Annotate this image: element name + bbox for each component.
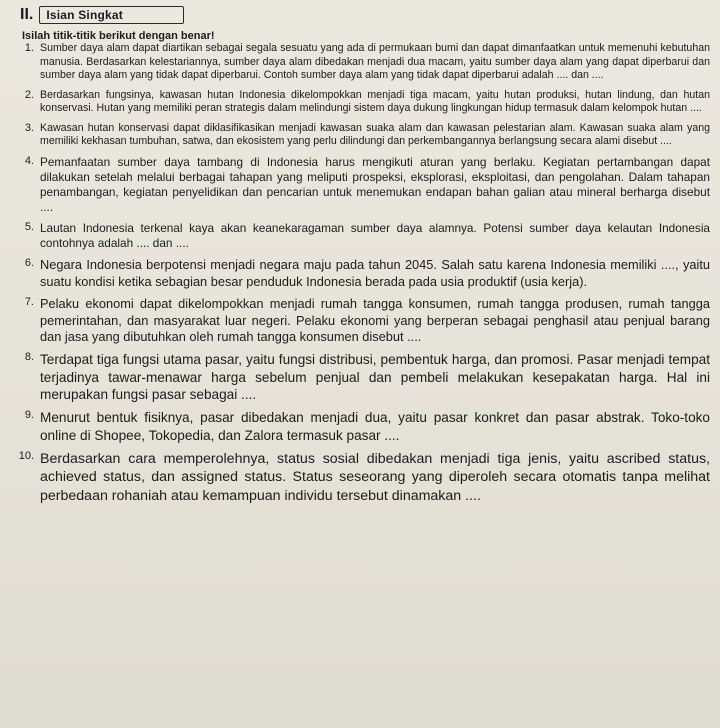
section-header [20, 6, 184, 24]
question-text: Lautan Indonesia terkenal kaya akan keanekaragaman sumber daya alamnya. Potensi sumber daya kelautan Indonesia contohnya adalah .... dan .... [40, 221, 710, 251]
question-item-1 [12, 42, 710, 83]
question-item-9 [12, 409, 710, 444]
question-text: Menurut bentuk fisiknya, pasar dibedakan menjadi dua, yaitu pasar konkret dan pasar abstrak. Toko-toko online di Shopee, Tokopedia, dan Zalora termasuk pasar .... [40, 410, 710, 443]
question-number: 10. [18, 450, 34, 463]
question-text: Sumber daya alam dapat diartikan sebagai segala sesuatu yang ada di permukaan bumi dan dapat dimanfaatkan untuk memenuhi kebutuhan manusia. Berdasarkan kelestariannya, sumber daya alam dibedakan menjadi dua macam, yaitu sumber daya alam yang dapat diperbarui dan sumber daya alam yang tidak dapat diperbarui. Contoh sumber daya alam yang tidak dapat diperbarui adalah .... dan .... [40, 42, 710, 82]
question-item-7 [12, 296, 710, 345]
question-text: Pelaku ekonomi dapat dikelompokkan menjadi rumah tangga konsumen, rumah tangga produsen, rumah tangga pemerintahan, dan masyarakat luar negeri. Pelaku ekonomi yang berperan sebagai penghasil atau penjual barang dan jasa yang dibutuhkan oleh rumah tangga konsumen disebut .... [40, 296, 710, 344]
question-item-4 [12, 155, 710, 215]
question-item-2 [12, 89, 710, 116]
question-number: 8. [24, 351, 34, 364]
section-title-box: Isian Singkat [39, 6, 184, 24]
question-number: 9. [24, 409, 34, 422]
question-number: 4. [24, 154, 34, 167]
question-item-8 [12, 351, 710, 403]
question-number: 3. [24, 121, 34, 134]
question-text: Berdasarkan cara memperolehnya, status sosial dibedakan menjadi tiga jenis, yaitu ascribed status, achieved status, dan assigned status. Status seseorang yang diperoleh secara otomatis tanpa melihat perbedaan rohaniah atau kemampuan individu tersebut dinamakan .... [40, 451, 710, 504]
instruction-text: Isilah titik-titik berikut dengan benar! [22, 30, 215, 42]
question-number: 2. [24, 88, 34, 101]
question-text: Negara Indonesia berpotensi menjadi negara maju pada tahun 2045. Salah satu karena Indonesia memiliki ...., yaitu suatu kondisi ketika sebagian besar penduduk Indonesia berada pada usia produktif (usia kerja). [40, 257, 710, 289]
question-number: 1. [24, 42, 34, 54]
question-list [12, 42, 710, 511]
question-text: Kawasan hutan konservasi dapat diklasifikasikan menjadi kawasan suaka alam dan kawasan pelestarian alam. Kawasan suaka alam yang memiliki kekhasan tumbuhan, satwa, dan ekosistem yang perlu dilindungi dan perkembangannya berlangsung secara alami disebut .... [40, 121, 710, 148]
question-text: Terdapat tiga fungsi utama pasar, yaitu fungsi distribusi, pembentuk harga, dan promosi. Pasar menjadi tempat terjadinya tawar-menawar harga sebelum penjual dan pembeli melakukan kesepakatan harga. Hal ini merupakan fungsi pasar sebagai .... [40, 352, 710, 403]
section-number: II. [20, 6, 34, 23]
question-item-10 [12, 450, 710, 505]
question-item-6 [12, 257, 710, 290]
question-item-5 [12, 221, 710, 251]
question-number: 5. [24, 221, 34, 234]
question-text: Pemanfaatan sumber daya tambang di Indonesia harus mengikuti aturan yang berlaku. Kegiatan pertambangan dapat dilakukan setelah melalui berbagai tahapan yang meliputi prospeksi, eksplorasi, eksploitasi, dan pengolahan. Dalam tahapan penambangan, kegiatan penyelidikan dan pencarian untuk menemukan endapan bahan galian atau mineral berharga disebut .... [40, 154, 710, 215]
question-number: 6. [24, 257, 34, 270]
question-text: Berdasarkan fungsinya, kawasan hutan Indonesia dikelompokkan menjadi tiga macam, yaitu hutan produksi, hutan lindung, dan hutan konservasi. Hutan yang memiliki peran strategis dalam melindungi sistem daya dukung lingkungan hidup termasuk dalam kelompok hutan .... [40, 88, 710, 115]
question-item-3 [12, 122, 710, 149]
question-number: 7. [24, 296, 34, 309]
